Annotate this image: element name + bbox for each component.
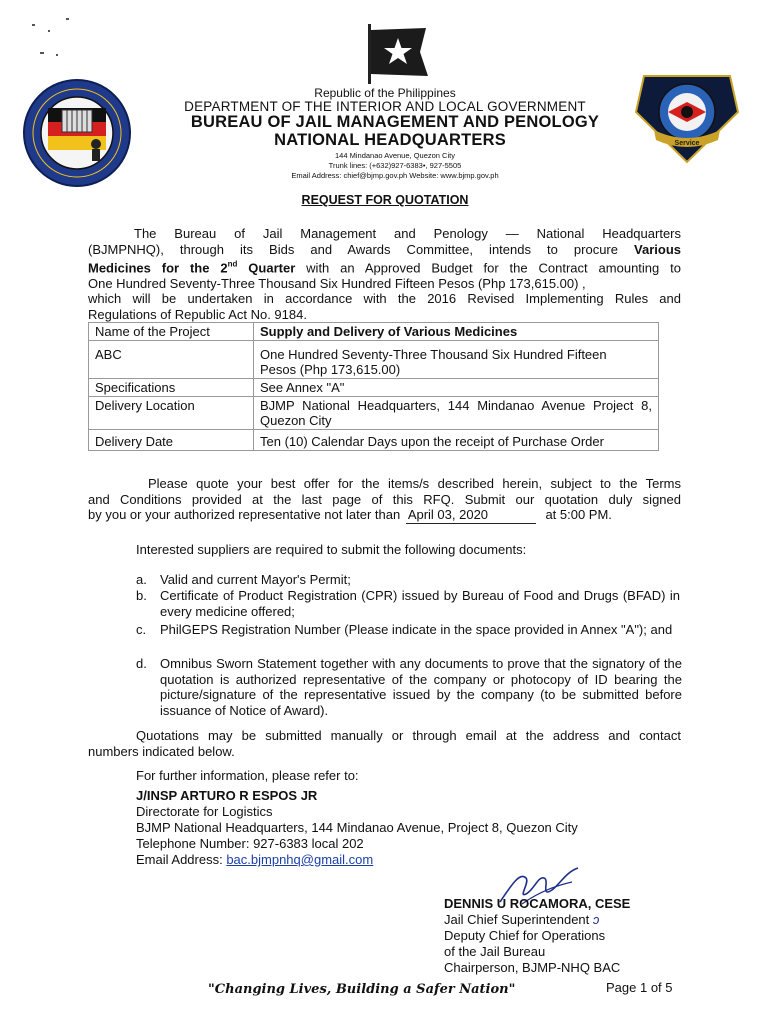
requirements-list: [136, 572, 682, 722]
list-marker: a.: [136, 572, 147, 587]
contact-phone: Telephone Number: 927-6383 local 202: [136, 836, 364, 851]
requirements-intro: Interested suppliers are required to submit the following documents:: [136, 542, 527, 557]
hq-line: NATIONAL HEADQUARTERS: [274, 131, 506, 149]
scan-speck: [56, 54, 58, 56]
submission-paragraph: [88, 728, 681, 759]
email-web-line: Email Address: chief@bjmp.gov.ph Website: www.bjmp.gov.ph: [291, 171, 499, 180]
initial-mark: ↄ: [592, 912, 600, 927]
flag-star-logo: [358, 22, 432, 86]
bureau-line: BUREAU OF JAIL MANAGEMENT AND PENOLOGY: [190, 113, 600, 131]
table-row: [89, 397, 659, 430]
list-text: Certificate of Product Registration (CPR) issued by Bureau of Food and Drugs (BFAD) in every medicine offered;: [160, 588, 680, 619]
submission-line: Quotations may be submitted manually or through email at the address and contact: [136, 728, 681, 743]
table-label: Delivery Location: [89, 397, 254, 430]
signatory-rank: Jail Chief Superintendent ↄ: [444, 912, 600, 927]
submission-line: numbers indicated below.: [88, 743, 235, 759]
scan-speck: [66, 18, 69, 20]
intro-line: Medicines for the 2nd Quarter with an Approved Budget for the Contract amounting to: [88, 260, 681, 276]
intro-line: Regulations of Republic Act No. 9184.: [88, 306, 307, 322]
email-link[interactable]: bac.bjmpnhq@gmail.com: [226, 852, 374, 867]
contact-office: Directorate for Logistics: [136, 804, 273, 819]
table-row: [89, 430, 659, 451]
signatory-chair: Chairperson, BJMP-NHQ BAC: [444, 960, 621, 975]
page-number: Page 1 of 5: [606, 980, 673, 995]
scan-speck: [32, 24, 35, 26]
signatory-name: DENNIS U ROCAMORA, CESE: [444, 896, 631, 911]
contact-address: BJMP National Headquarters, 144 Mindanao Avenue, Project 8, Quezon City: [136, 820, 578, 835]
contact-intro: For further information, please refer to:: [136, 768, 359, 783]
footer-motto: "Changing Lives, Building a Safer Nation": [208, 982, 516, 997]
table-value: BJMP National Headquarters, 144 Mindanao Avenue Project 8, Quezon City: [254, 397, 659, 430]
intro-line: The Bureau of Jail Management and Penology — National Headquarters: [134, 226, 681, 241]
table-row: [89, 341, 659, 379]
right-seal-banner: Service: [674, 140, 700, 147]
table-label: Name of the Project: [89, 323, 254, 341]
signatory-block: [444, 896, 684, 976]
contact-name: J/INSP ARTURO R ESPOS JR: [136, 788, 318, 803]
page-title: REQUEST FOR QUOTATION: [301, 193, 469, 207]
trunk-line: Trunk lines: (+632)927-6383•, 927-5505: [328, 161, 462, 170]
quote-line: by you or your authorized representative not later than April 03, 2020 at 5:00 PM.: [88, 507, 612, 522]
list-text: Valid and current Mayor's Permit;: [160, 572, 351, 587]
contact-block: [136, 768, 696, 868]
republic-line: Republic of the Philippines: [314, 86, 456, 100]
table-value: See Annex "A": [254, 379, 659, 397]
list-text: PhilGEPS Registration Number (Please indicate in the space provided in Annex "A"); and: [160, 622, 673, 637]
table-value: Ten (10) Calendar Days upon the receipt of Purchase Order: [254, 430, 659, 451]
scan-speck: [40, 52, 44, 54]
table-value: Supply and Delivery of Various Medicines: [254, 323, 659, 341]
signatory-of: of the Jail Bureau: [444, 944, 546, 959]
intro-line: (BJMPNHQ), through its Bids and Awards Committee, intends to procure Various: [88, 241, 681, 257]
contact-email-line: Email Address: bac.bjmpnhq@gmail.com: [136, 852, 374, 867]
list-marker: d.: [136, 656, 147, 671]
list-text: Omnibus Sworn Statement together with any documents to prove that the signatory of the quotation is authorized representative of the company or photocopy of ID bearing the picture/signature of the representative issued by the company (to be submitted before issuance of Notice of Award).: [160, 656, 682, 718]
table-row: [89, 323, 659, 341]
table-label: Delivery Date: [89, 430, 254, 451]
quote-paragraph: [88, 476, 681, 524]
project-details-table: [88, 322, 659, 451]
table-label: Specifications: [89, 379, 254, 397]
table-row: [89, 379, 659, 397]
intro-paragraph: [88, 226, 681, 322]
list-marker: c.: [136, 622, 147, 637]
scan-speck: [48, 30, 50, 32]
table-label: ABC: [89, 341, 254, 379]
signatory-position: Deputy Chief for Operations: [444, 928, 606, 943]
table-value: One Hundred Seventy-Three Thousand Six Hundred Fifteen Pesos (Php 173,615.00): [254, 341, 659, 379]
quote-line: Please quote your best offer for the items/s described herein, subject to the Terms: [148, 476, 681, 491]
intro-line: which will be undertaken in accordance with the 2016 Revised Implementing Rules and: [88, 291, 681, 307]
deadline-field: April 03, 2020: [406, 507, 536, 524]
intro-line: One Hundred Seventy-Three Thousand Six Hundred Fifteen Pesos (Php 173,615.00) ,: [88, 275, 586, 291]
address-line: 144 Mindanao Avenue, Quezon City: [335, 151, 455, 160]
department-line: DEPARTMENT OF THE INTERIOR AND LOCAL GOVERNMENT: [184, 99, 586, 114]
quote-line: and Conditions provided at the last page of this RFQ. Submit our quotation duly signed: [88, 491, 681, 507]
list-marker: b.: [136, 588, 147, 603]
